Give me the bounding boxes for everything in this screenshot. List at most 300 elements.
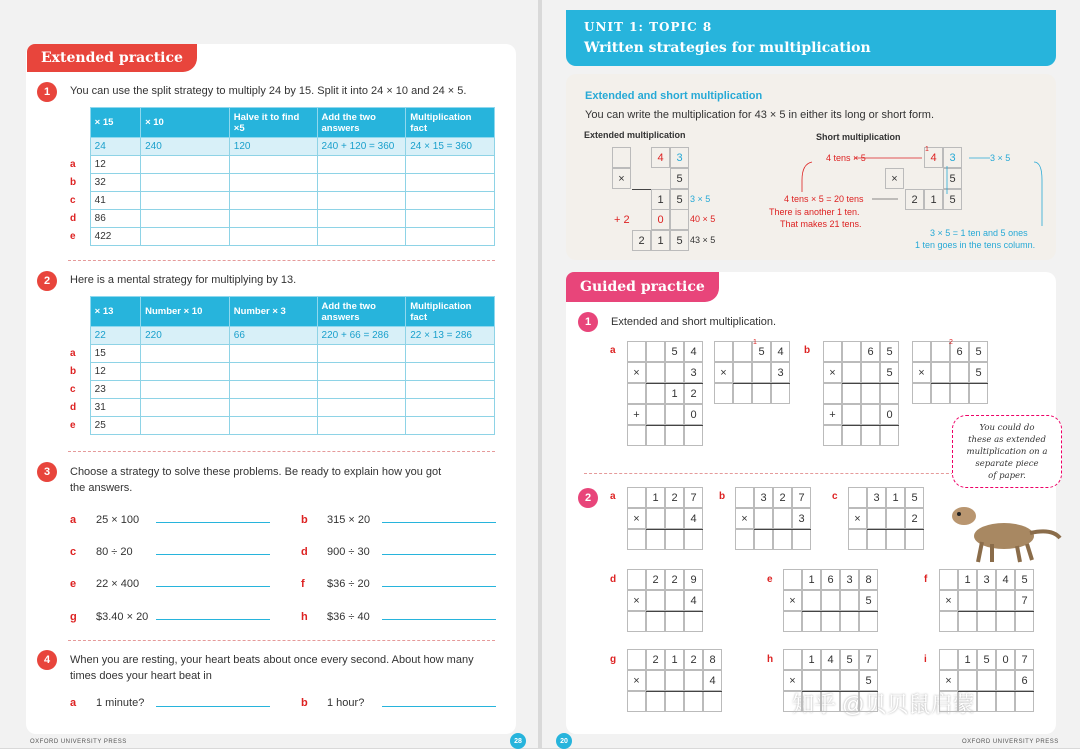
table-row: c 23 — [68, 381, 495, 399]
grid-cell[interactable] — [646, 341, 665, 362]
grid-rule — [958, 611, 1034, 612]
grid-cell: 4 — [703, 670, 722, 691]
example-intro: You can write the multiplication for 43 × 5 in either its long or short form. — [585, 109, 935, 121]
table-header: Multiplication fact — [406, 108, 495, 138]
table-row: d 86 — [68, 210, 495, 228]
question-text: times does your heart beat in — [70, 670, 212, 682]
grid-cell: 7 — [684, 487, 703, 508]
grid-cell[interactable] — [842, 383, 861, 404]
grid-cell: × — [783, 670, 802, 691]
grid-cell[interactable] — [821, 590, 840, 611]
grid-cell[interactable] — [735, 529, 754, 550]
grid-cell[interactable] — [783, 569, 802, 590]
grid-cell[interactable] — [714, 341, 733, 362]
grid-cell[interactable] — [665, 425, 684, 446]
grid-cell: + — [627, 404, 646, 425]
part-label: c — [832, 491, 838, 502]
question-text: You can use the split strategy to multiply 24 by 15. Split it into 24 × 10 and 24 × 5. — [70, 85, 467, 97]
divider — [584, 473, 964, 474]
grid-cell[interactable] — [931, 383, 950, 404]
grid-cell: 5 — [969, 362, 988, 383]
grid-cell: 5 — [859, 590, 878, 611]
grid-cell: 4 — [684, 508, 703, 529]
grid-cell: 7 — [792, 487, 811, 508]
speech-bubble: You could do these as extended multiplication on a separate piece of paper. — [952, 415, 1062, 488]
grid-cell[interactable] — [646, 383, 665, 404]
table-cell: 22 × 13 = 286 — [406, 327, 495, 345]
answer-line[interactable] — [382, 586, 496, 587]
grid-cell: × — [783, 590, 802, 611]
part-label: a — [610, 491, 616, 502]
grid-cell[interactable] — [783, 649, 802, 670]
answer-line[interactable] — [382, 706, 496, 707]
grid-rule — [958, 691, 1034, 692]
grid-cell[interactable] — [665, 529, 684, 550]
part-label: b — [804, 345, 811, 356]
grid-cell: 1 — [886, 487, 905, 508]
grid-cell[interactable] — [821, 691, 840, 712]
grid-cell[interactable] — [996, 670, 1015, 691]
grid-cell[interactable] — [996, 691, 1015, 712]
guided-practice-header: Guided practice — [566, 272, 719, 302]
grid-cell: 1 — [646, 487, 665, 508]
grid-cell: 1 — [958, 569, 977, 590]
grid-cell[interactable] — [886, 529, 905, 550]
table-cell: 240 — [141, 138, 230, 156]
grid-cell: 1 — [665, 383, 684, 404]
grid-cell[interactable] — [977, 611, 996, 632]
grid-cell[interactable] — [684, 425, 703, 446]
grid-cell[interactable] — [958, 590, 977, 611]
grid-cell[interactable] — [823, 383, 842, 404]
table-row: b 32 — [68, 174, 495, 192]
grid-cell[interactable] — [773, 508, 792, 529]
problem-a: a 25 × 100 — [70, 514, 140, 526]
grid-rule — [646, 691, 722, 692]
page-number: 28 — [510, 733, 526, 749]
grid-cell: × — [627, 362, 646, 383]
grid-cell: 2 — [665, 487, 684, 508]
grid-cell[interactable] — [958, 670, 977, 691]
grid-cell: 3 — [977, 569, 996, 590]
grid-cell: 3 — [771, 362, 790, 383]
answer-line[interactable] — [382, 554, 496, 555]
table-cell: 240 + 120 = 360 — [317, 138, 406, 156]
grid-cell[interactable] — [752, 362, 771, 383]
grid-cell[interactable] — [733, 362, 752, 383]
table-header: Add the two answers — [317, 297, 406, 327]
grid-cell[interactable] — [950, 383, 969, 404]
problem-a: a 1 minute? — [70, 697, 145, 709]
grid-cell[interactable] — [646, 691, 665, 712]
grid-cell: 3 — [792, 508, 811, 529]
grid-cell[interactable] — [977, 590, 996, 611]
annotation: 3 × 5 = 1 ten and 5 ones — [930, 228, 1028, 238]
grid-cell[interactable] — [783, 611, 802, 632]
grid-cell: 0 — [684, 404, 703, 425]
grid-rule — [646, 383, 703, 384]
grid-cell: 4 — [771, 341, 790, 362]
problem-h: h $36 ÷ 40 — [301, 611, 370, 623]
grid-cell[interactable] — [665, 670, 684, 691]
grid-cell: 6 — [1015, 670, 1034, 691]
grid-cell[interactable] — [931, 341, 950, 362]
grid-cell: 7 — [1015, 649, 1034, 670]
grid-cell[interactable] — [771, 383, 790, 404]
part-label: g — [610, 654, 617, 665]
grid-cell: 1 — [802, 569, 821, 590]
grid-cell: 2 — [646, 569, 665, 590]
grid-cell[interactable] — [861, 404, 880, 425]
grid-cell: 3 — [840, 569, 859, 590]
grid-cell: × — [912, 362, 931, 383]
grid-cell[interactable] — [886, 508, 905, 529]
table-header: Number × 3 — [229, 297, 317, 327]
grid-cell[interactable] — [939, 569, 958, 590]
grid-cell: 1 — [802, 649, 821, 670]
grid-cell[interactable] — [665, 590, 684, 611]
question-number: 4 — [37, 650, 57, 670]
grid-cell[interactable] — [905, 529, 924, 550]
grid-cell[interactable] — [627, 691, 646, 712]
question-number: 2 — [37, 271, 57, 291]
grid-cell: 8 — [703, 649, 722, 670]
question-number: 2 — [578, 488, 598, 508]
question-text: When you are resting, your heart beats about once every second. About how many — [70, 654, 474, 666]
grid-cell[interactable] — [735, 487, 754, 508]
part-label: e — [767, 574, 773, 585]
grid-cell[interactable] — [627, 569, 646, 590]
left-page — [0, 0, 538, 748]
table-cell: 66 — [229, 327, 317, 345]
grid-cell[interactable] — [802, 670, 821, 691]
grid-cell[interactable] — [627, 425, 646, 446]
grid-cell[interactable] — [880, 383, 899, 404]
question-number: 1 — [37, 82, 57, 102]
grid-cell: + — [823, 404, 842, 425]
grid-cell[interactable] — [867, 529, 886, 550]
grid-cell: 5 — [859, 670, 878, 691]
problem-c: c 80 ÷ 20 — [70, 546, 133, 558]
grid-cell[interactable] — [646, 590, 665, 611]
grid-rule — [754, 529, 811, 530]
multiply-by-13-table — [68, 296, 495, 435]
table-cell: 24 — [90, 138, 140, 156]
annotation: 3 × 5 — [690, 194, 711, 204]
problem-e: e 22 × 400 — [70, 578, 140, 590]
grid-cell[interactable] — [802, 611, 821, 632]
problem-g: g $3.40 × 20 — [70, 611, 149, 623]
publisher-footer: OXFORD UNIVERSITY PRESS — [962, 739, 1059, 745]
extended-practice-header: Extended practice — [27, 44, 197, 72]
grid-cell: × — [735, 508, 754, 529]
table-row: d 31 — [68, 399, 495, 417]
annotation: 43 × 5 — [690, 235, 716, 245]
grid-cell[interactable] — [821, 670, 840, 691]
grid-cell[interactable] — [840, 590, 859, 611]
grid-cell[interactable] — [848, 487, 867, 508]
grid-cell[interactable] — [996, 590, 1015, 611]
grid-cell[interactable] — [842, 425, 861, 446]
grid-cell[interactable] — [665, 362, 684, 383]
grid-cell: 6 — [861, 341, 880, 362]
grid-rule — [802, 691, 878, 692]
grid-cell: 3 — [754, 487, 773, 508]
grid-cell: 8 — [859, 569, 878, 590]
grid-cell[interactable] — [754, 529, 773, 550]
grid-cell: × — [848, 508, 867, 529]
grid-cell: 6 — [950, 341, 969, 362]
grid-cell[interactable] — [646, 425, 665, 446]
grid-cell[interactable] — [950, 362, 969, 383]
grid-cell[interactable] — [912, 341, 931, 362]
table-header: Multiplication fact — [406, 297, 495, 327]
grid-cell[interactable] — [665, 691, 684, 712]
grid-cell[interactable] — [792, 529, 811, 550]
problem-b: b 1 hour? — [301, 697, 365, 709]
grid-cell: 2 — [665, 569, 684, 590]
grid-cell[interactable] — [646, 529, 665, 550]
grid-cell[interactable] — [665, 508, 684, 529]
problem-d: d 900 ÷ 30 — [301, 546, 370, 558]
table-cell: 220 — [141, 327, 230, 345]
grid-cell[interactable] — [802, 590, 821, 611]
grid-cell[interactable] — [646, 508, 665, 529]
answer-line[interactable] — [156, 554, 270, 555]
grid-cell: × — [627, 590, 646, 611]
grid-rule — [802, 611, 878, 612]
grid-cell[interactable] — [627, 341, 646, 362]
grid-cell[interactable] — [1015, 611, 1034, 632]
answer-line[interactable] — [156, 522, 270, 523]
grid-cell: × — [939, 590, 958, 611]
grid-cell[interactable] — [861, 425, 880, 446]
grid-cell: 0 — [880, 404, 899, 425]
meerkat-image — [942, 498, 1062, 568]
answer-line[interactable] — [156, 619, 270, 620]
short-label: Short multiplication — [816, 132, 901, 142]
answer-line[interactable] — [156, 706, 270, 707]
grid-cell: 2 — [905, 508, 924, 529]
example-heading: Extended and short multiplication — [585, 90, 763, 102]
grid-cell: 4 — [821, 649, 840, 670]
grid-cell: 3 — [684, 362, 703, 383]
part-label: d — [610, 574, 617, 585]
annotation: 40 × 5 — [690, 214, 716, 224]
carry-digit: 1 — [753, 339, 757, 346]
annotation: 1 ten goes in the tens column. — [915, 240, 1036, 250]
annotation: 4 tens × 5 = 20 tens — [784, 194, 864, 204]
grid-cell[interactable] — [821, 611, 840, 632]
grid-cell[interactable] — [823, 341, 842, 362]
grid-cell[interactable] — [880, 425, 899, 446]
answer-line[interactable] — [382, 522, 496, 523]
grid-cell[interactable] — [665, 404, 684, 425]
grid-rule — [733, 383, 790, 384]
grid-cell[interactable] — [773, 529, 792, 550]
table-header: × 15 — [90, 108, 140, 138]
carry-digit: 2 — [949, 339, 953, 346]
grid-cell: × — [714, 362, 733, 383]
part-label: i — [924, 654, 927, 665]
grid-cell[interactable] — [861, 383, 880, 404]
grid-cell: × — [939, 670, 958, 691]
table-row: a 15 — [68, 345, 495, 363]
grid-cell: 0 — [996, 649, 1015, 670]
question-number: 1 — [578, 312, 598, 332]
table-header: × 13 — [90, 297, 140, 327]
grid-cell[interactable] — [1015, 691, 1034, 712]
question-text: Choose a strategy to solve these problems. Be ready to explain how you got — [70, 466, 442, 478]
grid-rule — [646, 611, 703, 612]
grid-cell: 5 — [977, 649, 996, 670]
grid-cell[interactable] — [684, 691, 703, 712]
grid-cell: 5 — [880, 341, 899, 362]
grid-cell[interactable] — [842, 404, 861, 425]
grid-cell[interactable] — [802, 691, 821, 712]
grid-cell[interactable] — [958, 691, 977, 712]
grid-cell: 3 — [867, 487, 886, 508]
grid-cell: × — [627, 670, 646, 691]
table-row: c 41 — [68, 192, 495, 210]
grid-rule — [867, 529, 924, 530]
grid-cell[interactable] — [646, 362, 665, 383]
table-header: Number × 10 — [141, 297, 230, 327]
problem-b: b 315 × 20 — [301, 514, 371, 526]
grid-rule — [646, 425, 703, 426]
grid-cell[interactable] — [977, 691, 996, 712]
grid-cell: 5 — [752, 341, 771, 362]
grid-cell[interactable] — [931, 362, 950, 383]
part-label: a — [610, 345, 616, 356]
question-text: the answers. — [70, 482, 133, 494]
unit-label: UNIT 1: TOPIC 8 — [584, 20, 713, 34]
split-strategy-table — [68, 107, 495, 246]
grid-cell[interactable] — [684, 529, 703, 550]
grid-cell: 4 — [684, 341, 703, 362]
table-cell: 24 × 15 = 360 — [406, 138, 495, 156]
grid-cell[interactable] — [848, 529, 867, 550]
grid-cell: 6 — [821, 569, 840, 590]
table-header: Add the two answers — [317, 108, 406, 138]
grid-cell: 5 — [905, 487, 924, 508]
grid-cell[interactable] — [840, 670, 859, 691]
grid-cell: 9 — [684, 569, 703, 590]
part-label: f — [924, 574, 928, 585]
grid-cell[interactable] — [859, 611, 878, 632]
extended-label: Extended multiplication — [584, 130, 686, 140]
part-label: h — [767, 654, 774, 665]
grid-rule — [842, 383, 899, 384]
grid-cell[interactable] — [842, 362, 861, 383]
part-label: b — [719, 491, 726, 502]
grid-cell[interactable] — [627, 649, 646, 670]
grid-cell[interactable] — [958, 611, 977, 632]
grid-cell[interactable] — [823, 425, 842, 446]
grid-cell[interactable] — [627, 487, 646, 508]
annotation: That makes 21 tens. — [780, 219, 862, 229]
divider — [68, 640, 495, 641]
table-row: a 12 — [68, 156, 495, 174]
right-page: UNIT 1: TOPIC 8 Written strategies for multiplication Extended and short multiplication You can write the multiplication for 43 × 5 in either its long or short form. Extended multiplication Short multiplication 4 3 × 5 1 5 + 2 0 2 1 5 3 × 5 40 × 5 43 × 5 4 1 3 × 5 2 1 5 4 tens × 5 3 × 5 4 tens × 5 = 20 tens There is another 1 ten. That makes 21 tens. 3 × 5 = 1 ten and 5 ones 1 ten goes in the tens column. Guided practice 1 Extended and short multiplication. 2 You could do these as extended multiplication on a separate piece of paper. 知乎 @贝贝鼠启蒙 20 OXFORD UNIVERSITY PRESS a b 5 4 × 3 1 2 + 0 5 4 × 3 6 5 × 5 + 0 6 5 × 5 1 2 a b c 1 2 7 × 4 3 2 7 × 3 3 1 5 × 2 d e f 2 2 9 × 4 1 6 3 8 × 5 1 3 4 5 × 7 g h i 2 1 2 8 × 4 1 4 5 7 × 5 1 5 0 7 × 6 — [542, 0, 1080, 748]
grid-cell: 5 — [969, 341, 988, 362]
grid-cell[interactable] — [939, 611, 958, 632]
grid-cell: 2 — [684, 383, 703, 404]
grid-cell[interactable] — [969, 383, 988, 404]
annotation: There is another 1 ten. — [769, 207, 860, 217]
grid-cell[interactable] — [665, 611, 684, 632]
grid-cell[interactable] — [733, 383, 752, 404]
table-cell: 120 — [229, 138, 317, 156]
grid-cell[interactable] — [714, 383, 733, 404]
grid-cell[interactable] — [840, 691, 859, 712]
grid-cell[interactable] — [939, 691, 958, 712]
grid-cell[interactable] — [703, 691, 722, 712]
answer-line[interactable] — [382, 619, 496, 620]
grid-cell[interactable] — [752, 383, 771, 404]
annotation: 4 tens × 5 — [826, 153, 866, 163]
grid-cell[interactable] — [867, 508, 886, 529]
grid-cell: 1 — [665, 649, 684, 670]
grid-cell[interactable] — [627, 529, 646, 550]
grid-cell[interactable] — [627, 383, 646, 404]
grid-cell: 5 — [665, 341, 684, 362]
grid-cell[interactable] — [684, 611, 703, 632]
grid-cell[interactable] — [977, 670, 996, 691]
grid-cell: 4 — [996, 569, 1015, 590]
table-row: e 25 — [68, 417, 495, 435]
grid-cell[interactable] — [842, 341, 861, 362]
answer-line[interactable] — [156, 586, 270, 587]
grid-cell[interactable] — [939, 649, 958, 670]
table-row: b 12 — [68, 363, 495, 381]
grid-rule — [842, 425, 899, 426]
grid-cell: 2 — [684, 649, 703, 670]
grid-cell[interactable] — [912, 383, 931, 404]
grid-cell[interactable] — [684, 670, 703, 691]
grid-rule — [646, 529, 703, 530]
question-number: 3 — [37, 462, 57, 482]
divider — [68, 451, 495, 452]
problem-f: f $36 ÷ 20 — [301, 578, 370, 590]
grid-cell[interactable] — [646, 611, 665, 632]
page-number: 20 — [556, 733, 572, 749]
grid-cell: 2 — [773, 487, 792, 508]
grid-cell[interactable] — [646, 670, 665, 691]
table-cell: 22 — [90, 327, 140, 345]
table-cell: 220 + 66 = 286 — [317, 327, 406, 345]
table-header: Halve it to find ×5 — [229, 108, 317, 138]
topic-banner — [566, 10, 1056, 66]
grid-cell: 5 — [840, 649, 859, 670]
grid-rule — [931, 383, 988, 384]
grid-cell[interactable] — [733, 341, 752, 362]
watermark: 知乎 @贝贝鼠启蒙 — [792, 692, 975, 717]
divider — [68, 260, 495, 261]
grid-cell[interactable] — [996, 611, 1015, 632]
grid-cell[interactable] — [861, 362, 880, 383]
grid-cell[interactable] — [627, 611, 646, 632]
grid-cell[interactable] — [840, 611, 859, 632]
grid-cell: 5 — [1015, 569, 1034, 590]
grid-cell[interactable] — [754, 508, 773, 529]
grid-cell: 4 — [684, 590, 703, 611]
question-text: Extended and short multiplication. — [611, 316, 777, 328]
grid-cell[interactable] — [646, 404, 665, 425]
grid-cell[interactable] — [859, 691, 878, 712]
page-title: Written strategies for multiplication — [584, 40, 871, 56]
grid-cell[interactable] — [783, 691, 802, 712]
